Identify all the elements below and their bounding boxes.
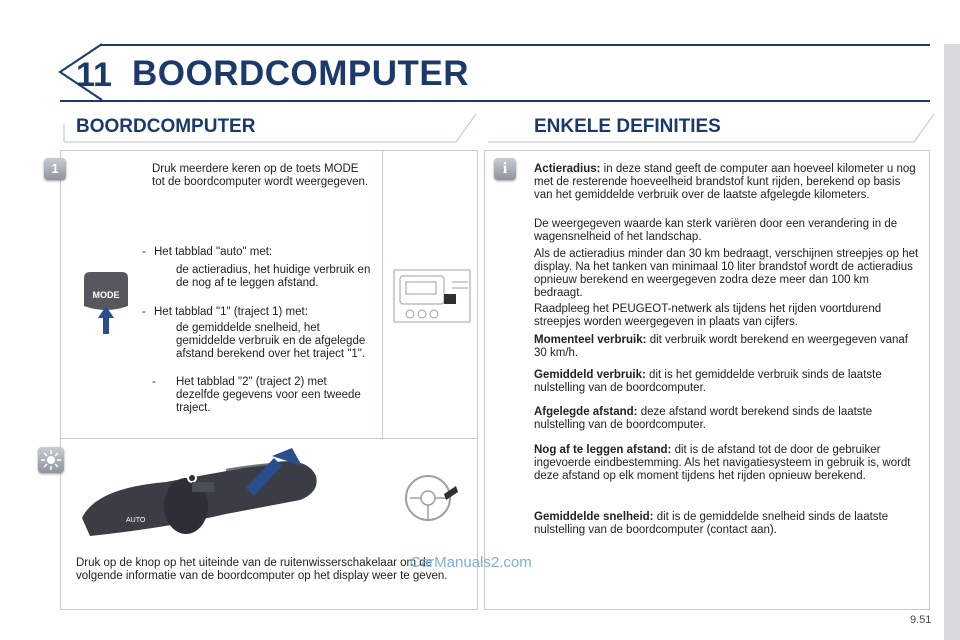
section-heading-right: ENKELE DEFINITIES [534,116,721,137]
def-actieradius [534,163,920,202]
header-rule-top [100,44,930,46]
def-snelheid-label: Gemiddelde snelheid: [534,511,654,523]
def-nog [534,444,920,483]
def-actieradius-text: in deze stand geeft de computer aan hoeveel kilometer u nog met de resterende hoeveelheid brandstof kunt rijden, berekend op basis van het gemiddelde verbruik over de laatste afgelegde kilometers. [534,163,916,201]
chapter-number: 11 [76,56,112,94]
def-actieradius-label: Actieradius: [534,163,601,175]
header-rule [60,100,930,102]
svg-text:AUTO: AUTO [126,517,146,524]
def-momenteel-label: Momenteel verbruik: [534,334,647,346]
heading-left-rule [60,110,480,146]
tab-auto: - Het tabblad "auto" met: [142,246,273,258]
watermark: CarManuals2.com [410,554,532,571]
tab-1-title: Het tabblad "1" (traject 1) met: [154,306,308,318]
def-momenteel [534,334,920,360]
panel-divider [382,150,383,438]
def-gemiddeld-label: Gemiddeld verbruik: [534,369,646,381]
def-afgelegde [534,406,920,432]
section-heading-left: BOORDCOMPUTER [76,116,256,137]
def-gemiddeld [534,369,920,395]
def-snelheid-text: dit is de gemiddelde snelheid sinds de laatste nulstelling van de boordcomputer (contact aan). [534,511,889,536]
def-nog-text: dit is de afstand tot de door de gebruiker ingevoerde eindbestemming. Als het navigatiesysteem in gebruik is, wordt deze afstand op elk moment tijdens het rijden opnieuw berekend. [534,444,911,482]
tab-auto-detail: de actieradius, het huidige verbruik en de nog af te leggen afstand. [176,264,371,289]
step-badge: 1 [44,158,66,180]
tab-1-detail: de gemiddelde snelheid, het gemiddelde verbruik en de afgelegde afstand berekend over het traject "1". [176,322,366,360]
heading-right-rule [484,110,936,146]
stalk-text: Druk op de knop op het uiteinde van de ruitenwisserschakelaar om de volgende informatie van de boordcomputer op het display weer te geven. [76,557,448,582]
def-actieradius-p3: Als de actieradius minder dan 30 km bedraagt, verschijnen streepjes op het display. Na het tanken van minimaal 10 liter brandstof wordt de actieradius opnieuw berekend en weergegeven zodra deze meer dan 100 km bedraagt. [534,248,919,299]
page-number: 9.51 [910,614,932,626]
side-strip [944,44,960,640]
tab-auto-title: Het tabblad "auto" met: [154,246,273,258]
def-nog-label: Nog af te leggen afstand: [534,444,672,456]
def-afgelegde-label: Afgelegde afstand: [534,406,638,418]
chapter-title: BOORDCOMPUTER [132,54,470,93]
mode-button-picture [80,268,132,338]
mode-intro: Druk meerdere keren op de toets MODE tot de boordcomputer wordt weergegeven. [152,163,369,188]
def-afgelegde-text: deze afstand wordt berekend sinds de laatste nulstelling van de boordcomputer. [534,406,873,431]
steering-wheel-icon [400,470,462,526]
tab-2-title: Het tabblad "2" (traject 2) met dezelfde gegevens voor een tweede traject. [176,376,361,414]
tab-2: - Het tabblad "2" (traject 2) met dezelfde gegevens voor een tweede traject. [152,376,361,414]
light-icon [38,447,64,473]
def-snelheid [534,511,920,537]
def-actieradius-p2: De weergegeven waarde kan sterk variëren door een verandering in de wagensnelheid of het landschap. [534,218,898,243]
def-momenteel-text: dit verbruik wordt berekend en weergegeven vanaf 30 km/h. [534,334,908,359]
dashboard-illustration [392,262,472,330]
tab-1: - Het tabblad "1" (traject 1) met: [142,306,308,318]
def-actieradius-p4: Raadpleeg het PEUGEOT-netwerk als tijdens het rijden voortdurend streepjes worden weergegeven in plaats van cijfers. [534,303,882,328]
info-icon: i [494,158,516,180]
mode-button-label: MODE [92,290,120,300]
def-gemiddeld-text: dit is het gemiddelde verbruik sinds de laatste nulstelling van de boordcomputer. [534,369,882,394]
wiper-stalk-picture [76,448,376,540]
